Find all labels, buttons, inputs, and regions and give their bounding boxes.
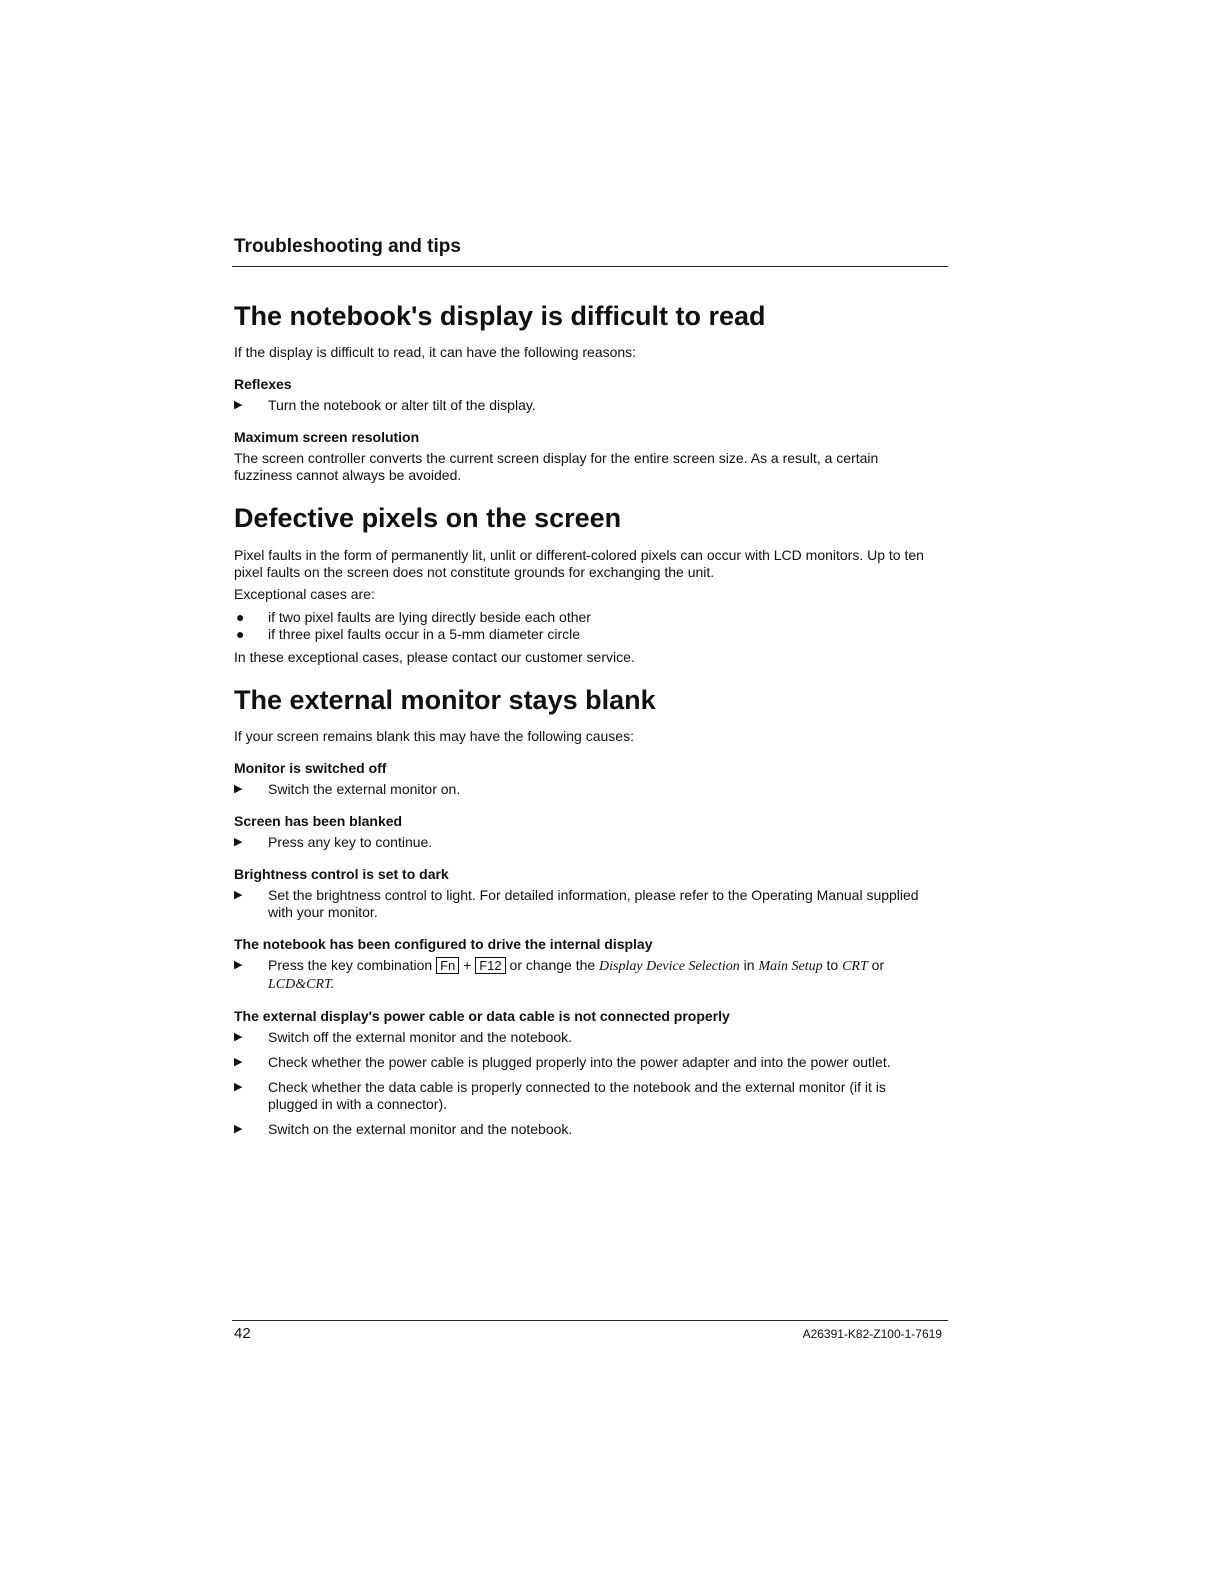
step-text: Switch the external monitor on. xyxy=(268,781,461,798)
step-text: to xyxy=(826,957,839,974)
step-text: Press the key combination xyxy=(268,957,433,974)
triangle-right-icon: ▶ xyxy=(234,1056,243,1069)
footer-rule xyxy=(232,1320,948,1321)
section-title: The external monitor stays blank xyxy=(234,684,656,715)
section-intro: If your screen remains blank this may have the following causes: xyxy=(234,728,634,745)
list-item-text: if three pixel faults occur in a 5-mm diameter circle xyxy=(268,625,580,642)
step-item xyxy=(234,1121,939,1138)
key-fn: Fn xyxy=(436,957,459,974)
triangle-right-icon: ▶ xyxy=(234,1031,243,1044)
step-item xyxy=(234,834,939,851)
triangle-right-icon: ▶ xyxy=(234,836,243,849)
subheading-internal-display: The notebook has been configured to drive the internal display xyxy=(234,936,653,953)
step-text: Press any key to continue. xyxy=(268,834,433,851)
triangle-right-icon: ▶ xyxy=(234,889,243,902)
section-intro: If the display is difficult to read, it can have the following reasons: xyxy=(234,344,637,361)
triangle-right-icon: ▶ xyxy=(234,399,243,412)
subheading-reflexes: Reflexes xyxy=(234,376,292,393)
step-item xyxy=(234,397,939,414)
option-lcd-crt: LCD&CRT. xyxy=(268,977,335,993)
paragraph: Exceptional cases are: xyxy=(234,585,375,602)
page-number: 42 xyxy=(234,1325,251,1342)
step-text: Set the brightness control to light. For detailed information, please refer to the Operating Manual supplied with your monitor. xyxy=(268,887,919,921)
option-crt: CRT xyxy=(842,959,868,975)
triangle-right-icon: ▶ xyxy=(234,1123,243,1136)
subheading-max-resolution: Maximum screen resolution xyxy=(234,429,420,446)
key-f12: F12 xyxy=(475,957,505,974)
step-text: Switch on the external monitor and the notebook. xyxy=(268,1121,573,1138)
running-head: Troubleshooting and tips xyxy=(234,236,461,257)
section-external-monitor-blank xyxy=(234,684,939,1138)
section-title: The notebook's display is difficult to read xyxy=(234,301,766,331)
step-item xyxy=(234,1054,939,1071)
step-text: Turn the notebook or alter tilt of the display. xyxy=(268,397,536,414)
menu-name: Main Setup xyxy=(758,959,823,975)
document-code: A26391-K82-Z100-1-7619 xyxy=(802,1327,942,1341)
header-rule xyxy=(232,266,948,267)
section-display-difficult xyxy=(234,300,939,484)
bullet-list xyxy=(234,609,939,643)
step-item xyxy=(234,1029,939,1046)
step-text: in xyxy=(743,957,755,974)
list-item xyxy=(234,609,939,626)
step-item xyxy=(234,957,939,993)
list-item xyxy=(234,626,939,643)
menu-item-name: Display Device Selection xyxy=(599,959,740,975)
paragraph: The screen controller converts the current screen display for the entire screen size. As a result, a certain fuzziness cannot always be avoided. xyxy=(234,450,879,484)
triangle-right-icon: ▶ xyxy=(234,959,243,972)
triangle-right-icon: ▶ xyxy=(234,783,243,796)
step-text: Check whether the power cable is plugged properly into the power adapter and into the power outlet. xyxy=(268,1054,891,1071)
subheading-monitor-off: Monitor is switched off xyxy=(234,760,387,777)
triangle-right-icon: ▶ xyxy=(234,1081,243,1094)
step-item xyxy=(234,1079,939,1113)
step-text: Check whether the data cable is properly connected to the notebook and the external monitor (if it is plugged in with a connector). xyxy=(268,1079,886,1113)
bullet-dot-icon: ● xyxy=(236,625,245,642)
paragraph: Pixel faults in the form of permanently lit, unlit or different-colored pixels can occur with LCD monitors. Up to ten pixel faults on the screen does not constitute grounds for exchanging the unit. xyxy=(234,546,924,580)
step-text: or change the xyxy=(509,957,596,974)
page-content xyxy=(234,300,939,1156)
subheading-cable: The external display's power cable or data cable is not connected properly xyxy=(234,1008,730,1025)
step-item xyxy=(234,887,939,921)
subheading-screen-blanked: Screen has been blanked xyxy=(234,813,403,830)
section-title: Defective pixels on the screen xyxy=(234,503,622,534)
step-text: or xyxy=(871,957,885,974)
step-item xyxy=(234,781,939,798)
step-text: Switch off the external monitor and the notebook. xyxy=(268,1029,573,1046)
list-item-text: if two pixel faults are lying directly beside each other xyxy=(268,608,591,625)
plus-sign: + xyxy=(463,957,472,974)
subheading-brightness: Brightness control is set to dark xyxy=(234,866,449,883)
section-defective-pixels xyxy=(234,502,939,665)
bullet-dot-icon: ● xyxy=(236,608,245,625)
paragraph: In these exceptional cases, please contact our customer service. xyxy=(234,648,635,665)
